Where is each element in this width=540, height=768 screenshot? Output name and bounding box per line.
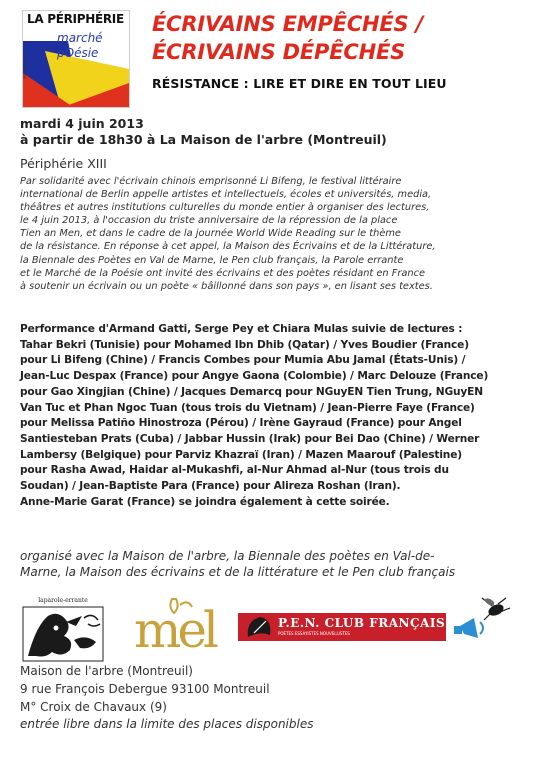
logo-middle-text-1: marché [57,31,103,45]
organizers-paragraph [20,548,530,580]
performance-line: Soudan) / Jean-Baptiste Para (France) pour Alireza Roshan (Iran). [20,480,401,493]
performance-paragraph [20,322,530,510]
performance-line: Jean-Luc Despax (France) pour Angye Gaona (Colombie) / Marc Delouze (France) [20,370,489,383]
intro-line: le 4 juin 2013, à l'occasion du triste anniversaire de la répression de la place [20,215,398,227]
venue-street: 9 rue François Debergue 93100 Montreuil [20,682,270,696]
mel-logo [130,595,220,663]
mel-ornament-icon [130,595,220,663]
insect-megaphone-icon [448,596,518,646]
performance-line: Lambersy (Belgique) pour Parviz Khazraï (Iran) / Mazen Maarouf (Palestine) [20,448,462,461]
intro-line: de la résistance. En réponse à cet appel, la Maison des Écrivains et de la Littérature, [20,241,436,253]
intro-line: la Biennale des Poètes en Val de Marne, le Pen club français, la Parole errante [20,254,404,266]
logo-middle-text-2: pOésie [57,46,99,60]
intro-line: théâtres et autres institutions culturelles du monde entier à organiser des lectures, [20,202,430,214]
performance-line: pour Gao Xingjian (Chine) / Jacques Demarcq pour NGuyEN Tien Trung, NGuyEN [20,385,483,398]
event-edition: Périphérie XIII [20,156,107,171]
pen-club-subtitle: POÈTES ESSAYISTES NOUVELLISTES [278,631,350,636]
mel-logo-text: mel [134,601,215,659]
logo-side-text: Poésie.fr [22,57,29,79]
performance-line: pour Melissa Patiño Hinostroza (Pérou) / Irène Gayraud (France) pour Angel [20,417,462,430]
pen-club-name: P.E.N. CLUB FRANÇAIS [278,616,446,630]
pen-club-logo [238,613,446,641]
performance-line: Santiesteban Prats (Cuba) / Jabbar Hussin (Irak) pour Bei Dao (Chine) / Werner [20,432,480,445]
title-line-1: ÉCRIVAINS EMPÊCHÉS / [152,12,424,36]
event-date: mardi 4 juin 2013 [20,116,144,131]
venue-metro: M° Croix de Chavaux (9) [20,700,167,714]
intro-line: Tien an Men, et dans le cadre de la journée World Wide Reading sur le thème [20,228,401,240]
performance-line: Van Tuc et Phan Ngoc Tuan (tous trois du Vietnam) / Jean-Pierre Faye (France) [20,401,475,414]
performance-line: Tahar Bekri (Tunisie) pour Mohamed Ibn Dhib (Qatar) / Yves Boudier (France) [20,338,469,351]
performance-line: pour Li Bifeng (Chine) / Francis Combes pour Mumia Abu Jamal (États-Unis) / [20,354,466,367]
intro-line: international de Berlin appelle artistes et intellectuels, écoles et universités, media, [20,189,432,201]
laparole-errante-logo [22,597,104,661]
performance-line: Performance d'Armand Gatti, Serge Pey et Chiara Mulas suivie de lectures : [20,323,463,335]
pen-emblem-icon [242,613,276,641]
venue-name: Maison de l'arbre (Montreuil) [20,664,193,678]
organizers-line: Marne, la Maison des écrivains et de la littérature et le Pen club français [20,565,456,579]
entry-note: entrée libre dans la limite des places disponibles [20,717,314,731]
performance-line: pour Rasha Awad, Haidar al-Mukashfi, al-Nur Ahmad al-Nur (tous trois du [20,464,449,477]
laparole-errante-label: laparole-errante [38,597,88,604]
performance-line: Anne-Marie Garat (France) se joindra également à cette soirée. [20,495,390,508]
event-time-place: à partir de 18h30 à La Maison de l'arbre (Montreuil) [20,132,387,147]
organizers-line: organisé avec la Maison de l'arbre, la Biennale des poètes en Val-de- [20,549,435,563]
intro-line: Par solidarité avec l'écrivain chinois emprisonné Li Bifeng, le festival littéraire [20,176,402,187]
title-line-2: ÉCRIVAINS DÉPÊCHÉS [152,40,406,64]
bird-tree-icon [22,606,104,662]
logo-top-text: LA PÉRIPHÉRIE [23,11,130,28]
intro-line: à soutenir un écrivain ou un poète « bâillonné dans son pays », en lisant ses textes. [20,280,433,292]
intro-line: et le Marché de la Poésie ont invité des écrivains et des poètes résidant en France [20,267,426,279]
subtitle: RÉSISTANCE : LIRE ET DIRE EN TOUT LIEU [152,76,447,91]
intro-paragraph [20,175,525,293]
insect-megaphone-logo [448,596,518,646]
marche-poesie-logo [22,10,130,108]
